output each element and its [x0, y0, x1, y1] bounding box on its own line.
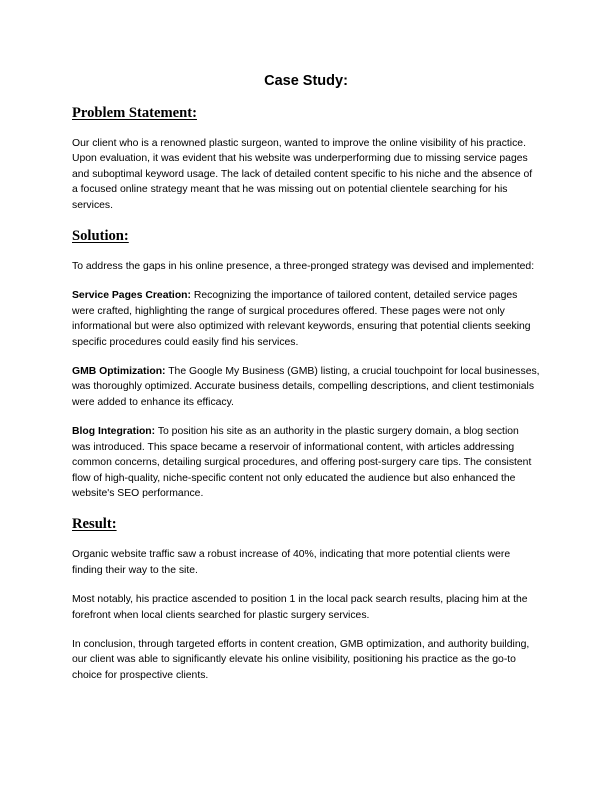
problem-statement-paragraph: Our client who is a renowned plastic surgeon, wanted to improve the online visibility of his practice. Upon evaluation, it was evident that his website was underperforming due to missing service pages and suboptimal keyword usage. The lack of detailed content specific to his niche and the absence of a focused online strategy meant that he was missing out on potential clientele searching for his services. [72, 138, 533, 211]
solution-intro-paragraph: To address the gaps in his online presence, a three-pronged strategy was devised and implemented: [72, 261, 535, 273]
gmb-optimization-text: The Google My Business (GMB) listing, a crucial touchpoint for local businesses, was thoroughly optimized. Accurate business details, compelling descriptions, and client testimonials were added to enhance its efficacy. [72, 366, 540, 408]
blog-integration-paragraph [72, 424, 540, 501]
result-traffic-paragraph: Organic website traffic saw a robust increase of 40%, indicating that more potential clients were finding their way to the site. [72, 549, 511, 576]
blog-integration-text: To position his site as an authority in the plastic surgery domain, a blog section was introduced. This space became a reservoir of informational content, with articles addressing common concerns, detailing surgical procedures, and offering post-surgery care tips. The consistent flow of high-quality, niche-specific content not only educated the audience but also enhanced the website's SEO performance. [72, 426, 532, 499]
result-heading: Result: [72, 516, 117, 533]
solution-heading: Solution: [72, 228, 129, 245]
result-ranking-paragraph: Most notably, his practice ascended to position 1 in the local pack search results, placing him at the forefront when local clients searched for plastic surgery services. [72, 594, 528, 621]
gmb-optimization-paragraph [72, 364, 540, 410]
service-pages-text: Recognizing the importance of tailored content, detailed service pages were crafted, highlighting the range of surgical procedures offered. These pages were not only informational but were also optimized with relevant keywords, ensuring that potential clients seeking specific procedures could easily find his services. [72, 290, 531, 348]
problem-statement-heading: Problem Statement: [72, 105, 197, 121]
result-conclusion-paragraph: In conclusion, through targeted efforts in content creation, GMB optimization, and authority building, our client was able to significantly elevate his online visibility, positioning his practice as the go-to choice for prospective clients. [72, 638, 530, 681]
service-pages-label: Service Pages Creation: [72, 290, 191, 302]
gmb-optimization-label: GMB Optimization: [72, 366, 166, 378]
document-title: Case Study: [264, 73, 348, 89]
service-pages-paragraph [72, 288, 540, 350]
blog-integration-label: Blog Integration: [72, 426, 156, 438]
